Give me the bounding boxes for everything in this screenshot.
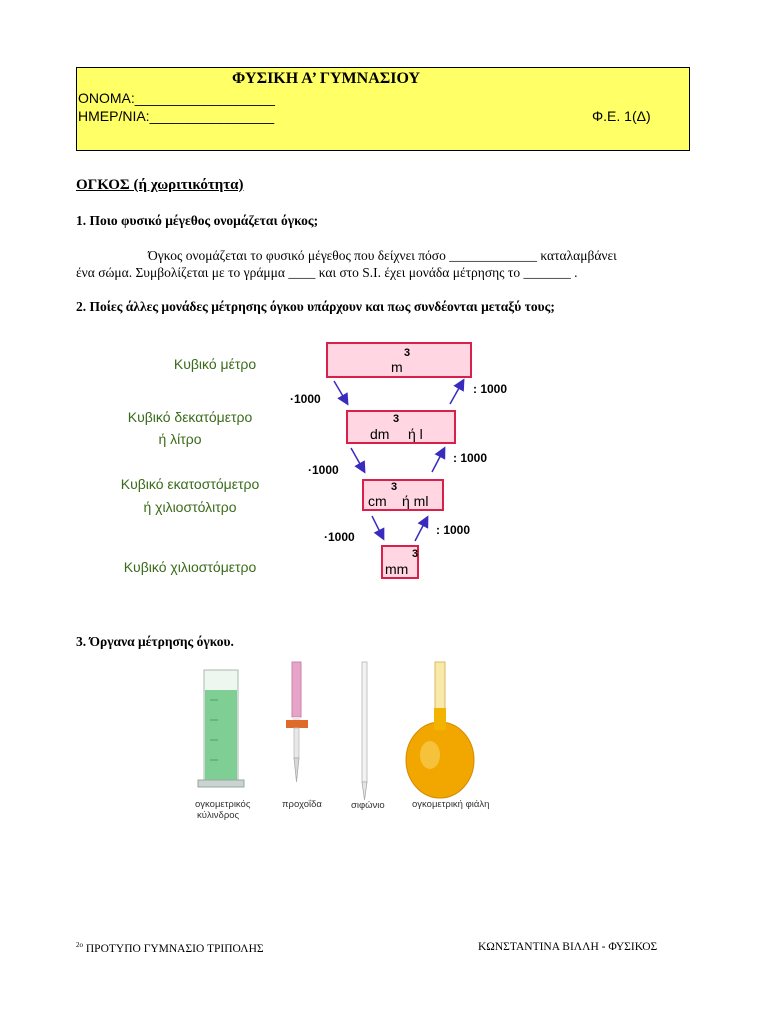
footer-author: ΚΩΝΣΤΑΝΤΙΝΑ ΒΙΛΛΗ - ΦΥΣΙΚΟΣ xyxy=(478,941,658,953)
caption-volumetric-flask: ογκομετρική φιάλη xyxy=(412,799,490,810)
unit-label-cubic-millimetre: Κυβικό χιλιοστόμετρο xyxy=(123,559,257,575)
question-1: 1. Ποιο φυσικό μέγεθος ονομάζεται όγκος; xyxy=(76,213,319,228)
unit-label-cubic-centimetre: Κυβικό εκατοστόμετρο xyxy=(120,476,260,492)
unit-exponent: 3 xyxy=(393,413,400,425)
unit-label-millilitre: ή χιλιοστόλιτρο xyxy=(143,499,237,515)
arrow-down-icon xyxy=(334,381,347,403)
unit-label-cubic-decimetre: Κυβικό δεκατόμετρο xyxy=(127,409,253,425)
arrow-down-icon xyxy=(351,448,364,471)
worksheet-title: ΦΥΣΙΚΗ Α’ ΓΥΜΝΑΣΙΟΥ xyxy=(232,70,421,87)
unit-exponent: 3 xyxy=(412,548,419,560)
unit-label-cubic-metre: Κυβικό μέτρο xyxy=(173,356,257,372)
unit-symbol-m: m xyxy=(391,359,403,375)
arrow-up-icon xyxy=(415,518,427,541)
caption-pipette: σιφώνιο xyxy=(351,800,385,811)
caption-graduated-cylinder: ογκομετρικός xyxy=(195,799,251,810)
unit-exponent: 3 xyxy=(391,481,398,493)
unit-symbol-dm: dm xyxy=(370,426,390,442)
section-title: ΟΓΚΟΣ (ή χωριτικότητα) xyxy=(76,177,244,193)
caption-burette: προχοΐδα xyxy=(282,799,322,810)
unit-symbol-cm: cm xyxy=(368,493,387,509)
divide-label: : 1000 xyxy=(453,451,488,465)
question-1-answer-line-2: ένα σώμα. Συμβολίζεται με το γράμμα ____ και στο S.I. έχει μονάδα μέτρησης το _______ . xyxy=(76,265,578,280)
unit-box-m3 xyxy=(326,342,472,378)
date-field-line: ΗΜΕΡ/ΝΙΑ:________________ xyxy=(78,108,275,124)
multiply-label: ·1000 xyxy=(290,392,321,406)
multiply-label: ·1000 xyxy=(324,530,355,544)
footer-school xyxy=(76,941,264,955)
unit-label-litre: ή λίτρο xyxy=(158,431,202,447)
graduated-cylinder-icon xyxy=(198,670,244,787)
caption-graduated-cylinder-2: κύλινδρος xyxy=(197,810,240,821)
unit-symbol-mm: mm xyxy=(385,561,409,577)
divide-label: : 1000 xyxy=(473,382,508,396)
name-field-line: ΟΝΟΜΑ:__________________ xyxy=(78,90,275,106)
question-3: 3. Όργανα μέτρησης όγκου. xyxy=(76,634,234,649)
arrow-up-icon xyxy=(432,449,444,472)
multiply-label: ·1000 xyxy=(308,463,339,477)
unit-alt-litre: ή l xyxy=(408,426,423,442)
footer-school-name: ΠΡΟΤΥΠΟ ΓΥΜΝΑΣΙΟ ΤΡΙΠΟΛΗΣ xyxy=(85,942,264,955)
divide-label: : 1000 xyxy=(436,523,471,537)
unit-box-mm3 xyxy=(381,545,419,579)
question-2: 2. Ποίες άλλες μονάδες μέτρησης όγκου υπάρχουν και πως συνδέονται μεταξύ τους; xyxy=(76,299,555,314)
unit-alt-millilitre: ή ml xyxy=(402,493,429,509)
unit-exponent: 3 xyxy=(404,347,411,359)
sheet-code: Φ.Ε. 1(Δ) xyxy=(592,108,651,124)
footer-school-sup: 2ο xyxy=(76,941,83,949)
arrow-down-icon xyxy=(372,516,383,538)
unit-box-dm3 xyxy=(346,410,456,444)
arrow-up-icon xyxy=(450,381,463,404)
pipette-icon xyxy=(362,662,367,800)
question-1-answer-line-1: Όγκος ονομάζεται το φυσικό μέγεθος που δείχνει πόσο _____________ καταλαμβάνει xyxy=(148,248,617,263)
unit-box-cm3 xyxy=(362,479,444,511)
